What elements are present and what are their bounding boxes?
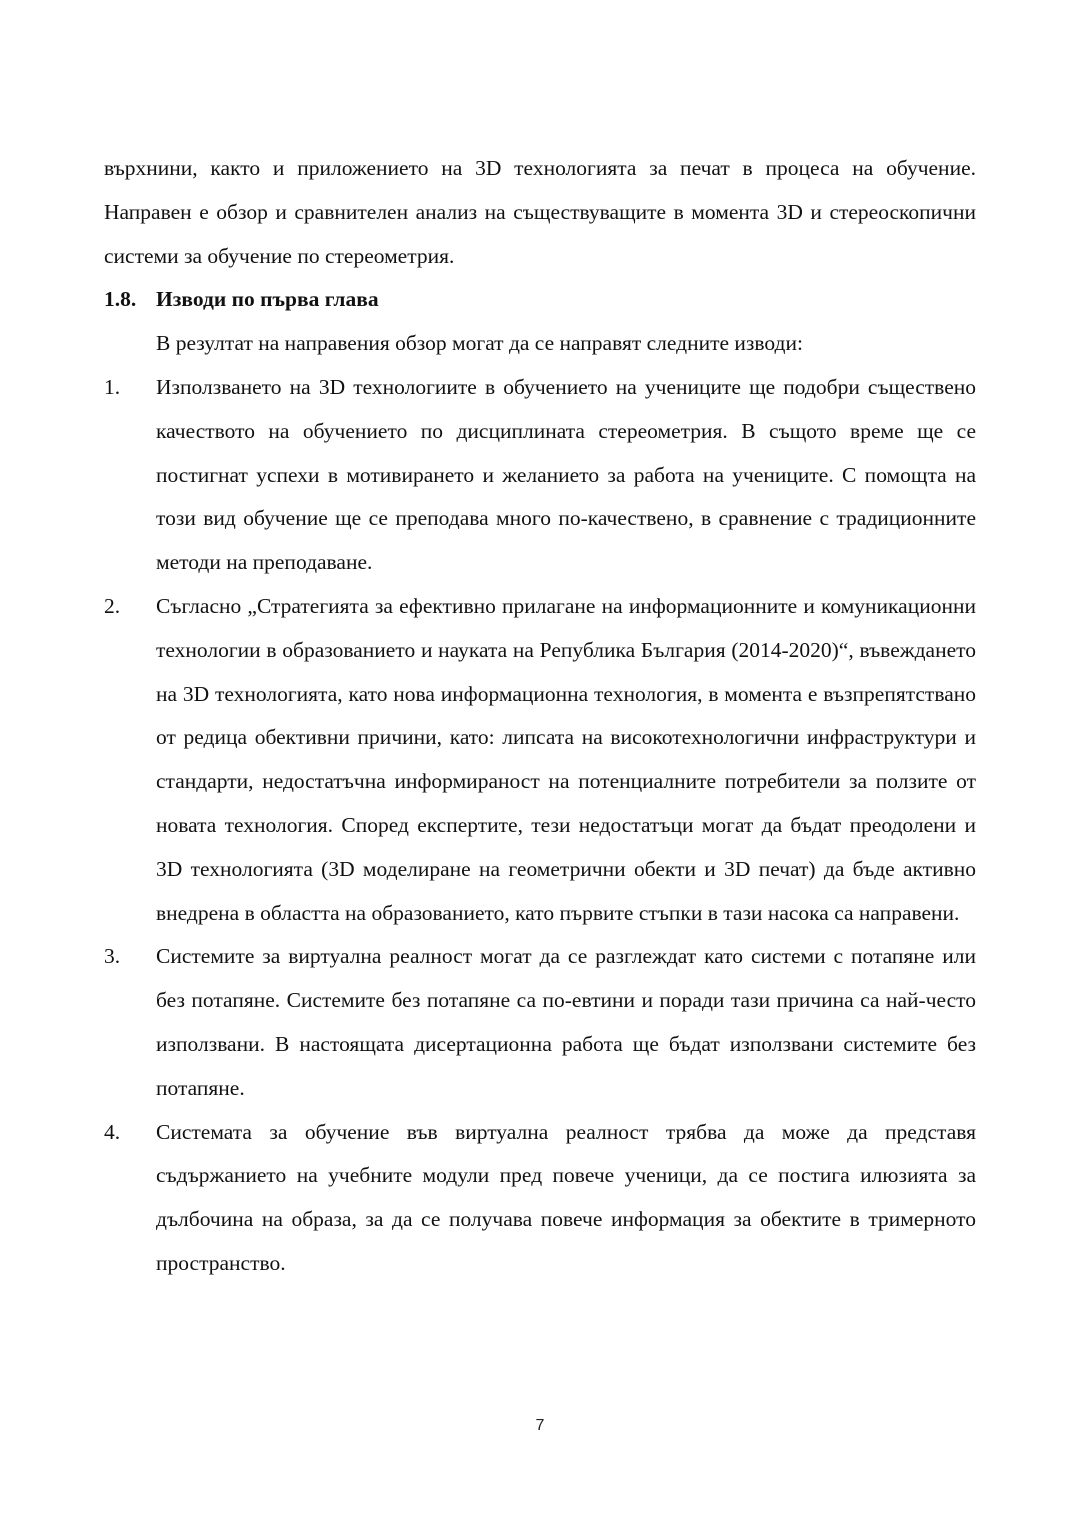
page-number: 7 [535, 1417, 545, 1434]
list-item [104, 366, 976, 585]
list-item [104, 1111, 976, 1286]
list-item-text: Използването на 3D технологиите в обучението на учениците ще подобри съществено качеството на обучението по дисциплината стереометрия. В същото време ще се постигнат успехи в мотивирането и желанието за работа на учениците. С помощта на този вид обучение ще се преподава много по-качествено, в сравнение с традиционните методи на преподаване. [156, 374, 976, 575]
list-item [104, 935, 976, 1110]
list-item-text: Системата за обучение във виртуална реалност трябва да може да представя съдържанието на учебните модули пред повече ученици, да се постига илюзията за дълбочина на образа, за да се получава повече информация за обектите в тримерното пространство. [156, 1119, 976, 1275]
section-title: Изводи по първа глава [156, 287, 379, 312]
section-heading [104, 278, 976, 322]
list-item-marker: 1. [104, 374, 121, 399]
conclusions-list [104, 366, 976, 1286]
intro-paragraph: върхнини, както и приложението на 3D технологията за печат в процеса на обучение. Направен е обзор и сравнителен анализ на съществуващите в момента 3D и стереоскопични системи за обучение по стереометрия. [104, 156, 976, 268]
page-body [104, 147, 976, 1286]
list-item-marker: 4. [104, 1119, 121, 1144]
lead-paragraph: В резултат на направения обзор могат да се направят следните изводи: [156, 331, 803, 356]
list-item-marker: 2. [104, 593, 121, 618]
list-item-text: Системите за виртуална реалност могат да се разглеждат като системи с потапяне или без потапяне. Системите без потапяне са по-евтини и поради тази причина са най-често използвани. В настоящата дисертационна работа ще бъдат използвани системите без потапяне. [156, 944, 976, 1100]
list-item-marker: 3. [104, 944, 121, 969]
section-number: 1.8. [104, 287, 137, 312]
list-item [104, 585, 976, 935]
list-item-text: Съгласно „Стратегията за ефективно прилагане на информационните и комуникационни технологии в образованието и науката на Република България (2014-2020)“, въвеждането на 3D технологията, като нова информационна технология, в момента е възпрепятствано от редица обективни причини, като: липсата на високотехнологични инфраструктури и стандарти, недостатъчна информираност на потенциалните потребители за ползите от новата технология. Според експертите, тези недостатъци могат да бъдат преодолени и 3D технологията (3D моделиране на геометрични обекти и 3D печат) да бъде активно внедрена в областта на образованието, като първите стъпки в тази насока са направени. [156, 593, 976, 925]
